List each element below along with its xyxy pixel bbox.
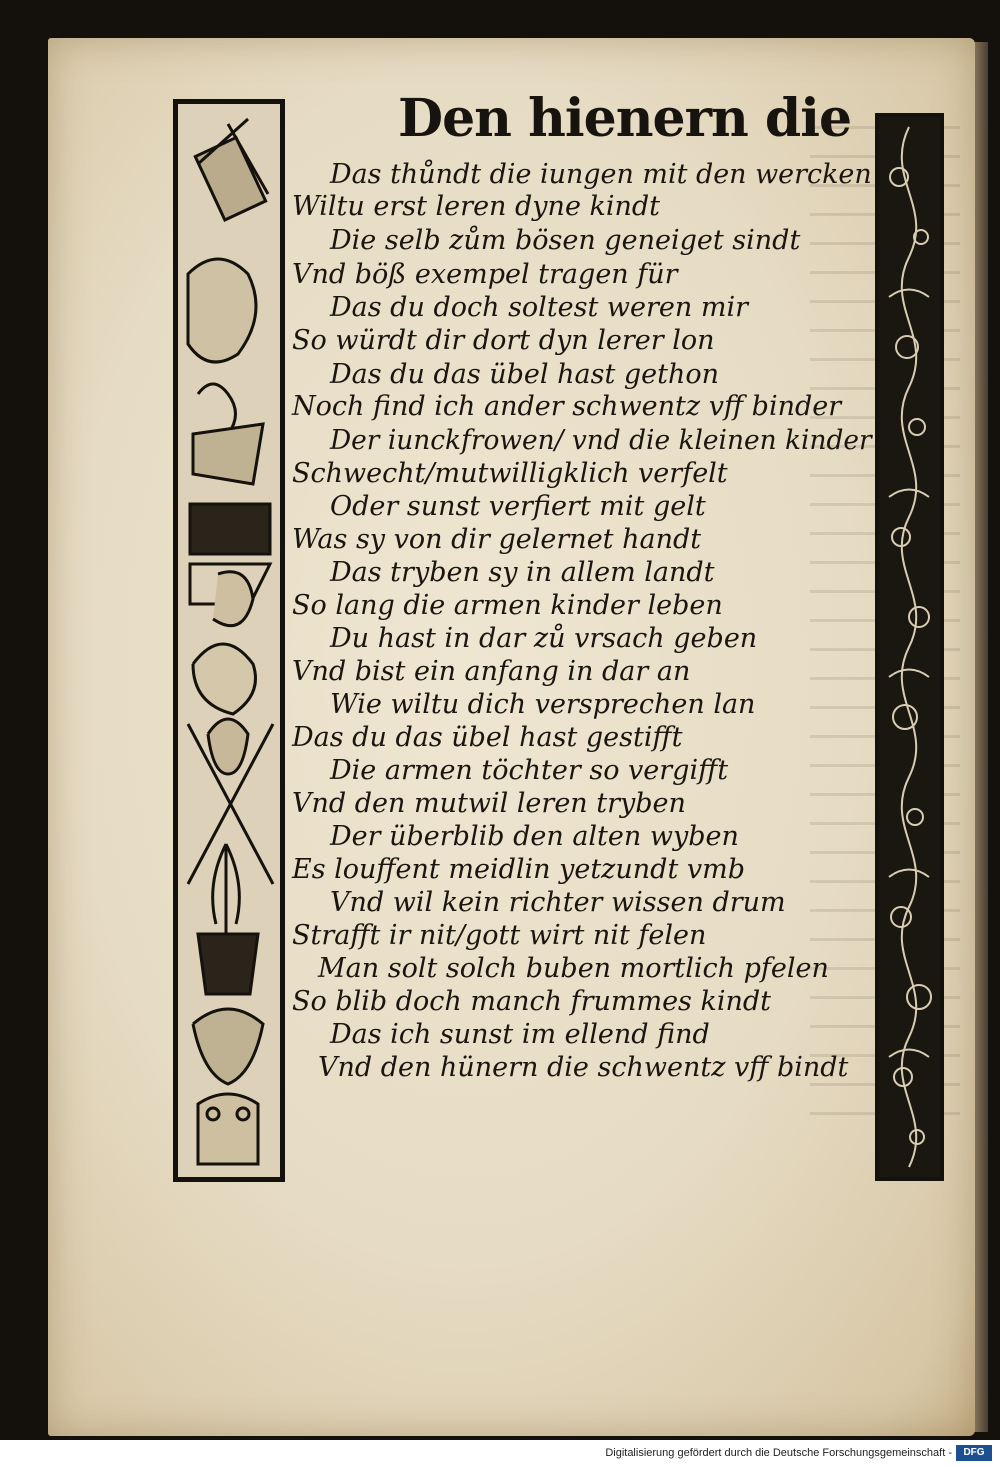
verse-line: Die selb zům bösen geneiget sindt <box>330 225 801 256</box>
verse-line: Oder sunst verfiert mit gelt <box>330 491 706 522</box>
verse-line: Was sy von dir gelernet handt <box>292 524 702 555</box>
verse-line: Vnd den hünern die schwentz vff bindt <box>318 1052 849 1083</box>
verse-line: Schwecht/mutwilligklich verfelt <box>292 458 728 489</box>
verse-line: Vnd wil kein richter wissen drum <box>330 887 786 918</box>
verse-line: So blib doch manch frummes kindt <box>292 986 771 1017</box>
verse-line: Vnd böß exempel tragen für <box>292 259 678 290</box>
verse-line: Der iunckfrowen/ vnd die kleinen kinder <box>330 425 872 456</box>
verse-line: Das ich sunst im ellend find <box>330 1019 710 1050</box>
funding-notice: Digitalisierung gefördert durch die Deutsche Forschungsgemeinschaft - <box>605 1447 952 1459</box>
verse-line: Wie wiltu dich versprechen lan <box>330 689 756 720</box>
verse-line: Du hast in dar zů vrsach geben <box>330 623 758 654</box>
dfg-logo-icon[interactable]: DFG <box>956 1445 992 1461</box>
verse-line: Das du doch soltest weren mir <box>330 292 749 323</box>
floral-border-icon <box>875 113 944 1181</box>
footer-bar <box>0 1440 1000 1467</box>
verse-line: Man solt solch buben mortlich pfelen <box>318 953 829 984</box>
verse-line: Wiltu erst leren dyne kindt <box>292 191 661 222</box>
verse-line: Es louffent meidlin yetzundt vmb <box>292 854 746 885</box>
verse-line: Strafft ir nit/gott wirt nit felen <box>292 920 707 951</box>
woodcut-border-icon <box>173 99 285 1182</box>
verse-line: Das du das übel hast gestifft <box>292 722 683 753</box>
verse-line: Der überblib den alten wyben <box>330 821 739 852</box>
verse-line: Das du das übel hast gethon <box>330 359 720 390</box>
verse-line: Vnd den mutwil leren tryben <box>292 788 686 819</box>
verse-line: So lang die armen kinder leben <box>292 590 723 621</box>
verse-line: Noch find ich ander schwentz vff binder <box>292 391 842 422</box>
verse-line: Die armen töchter so vergifft <box>330 755 729 786</box>
verse-line: So würdt dir dort dyn lerer lon <box>292 325 715 356</box>
verse-line: Vnd bist ein anfang in dar an <box>292 656 691 687</box>
verse-line: Das tryben sy in allem landt <box>330 557 715 588</box>
page-heading: Den hienern die <box>398 88 852 149</box>
verse-line: Das thůndt die iungen mit den wercken <box>330 159 872 190</box>
